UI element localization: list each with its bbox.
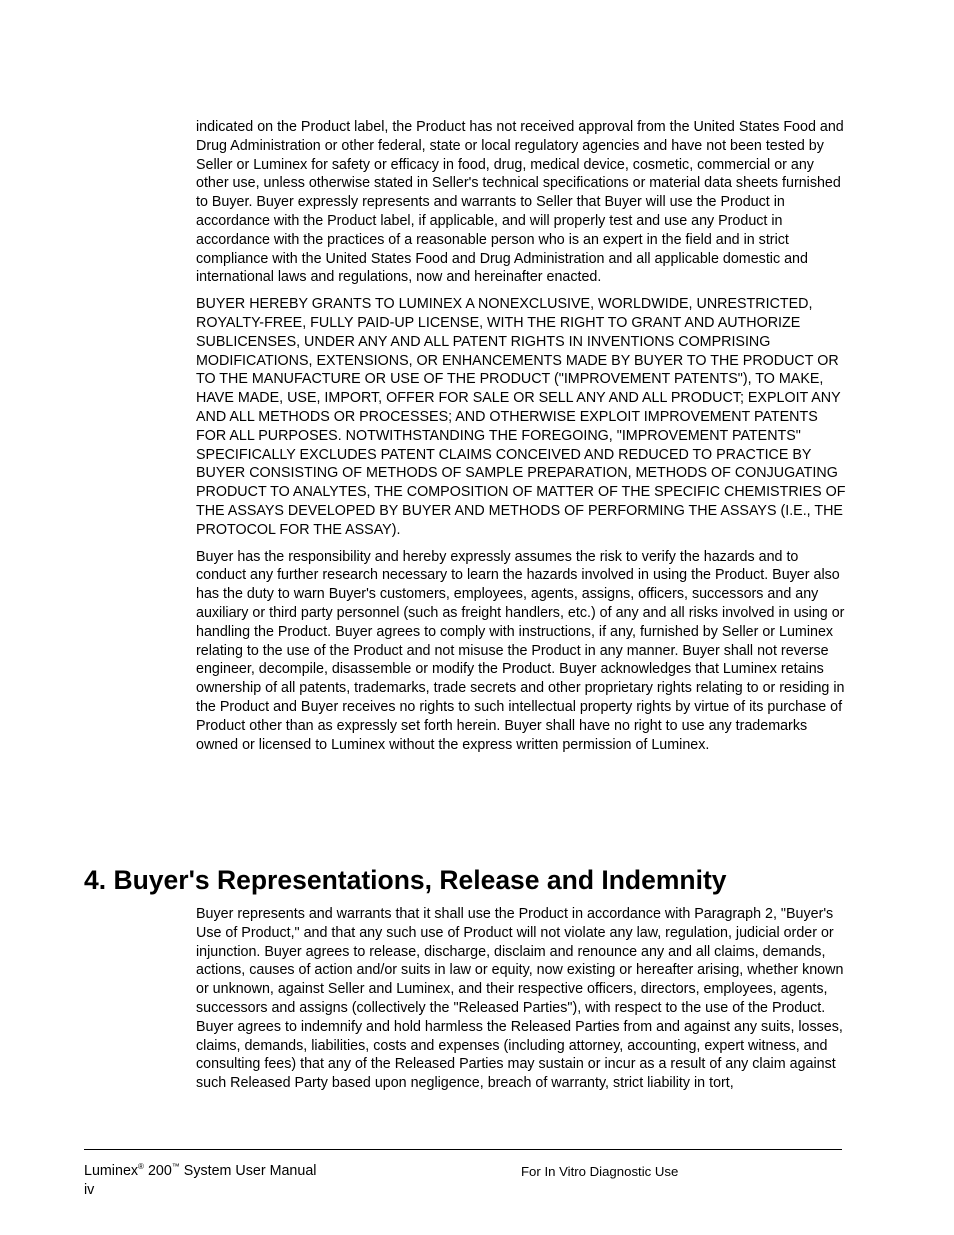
footer-use-note: For In Vitro Diagnostic Use — [521, 1164, 679, 1179]
footer-divider — [84, 1149, 842, 1150]
page-number: iv — [84, 1181, 95, 1198]
section-body — [196, 905, 846, 1093]
footer-brand: Luminex — [84, 1163, 139, 1179]
paragraph-representations: Buyer represents and warrants that it shall use the Product in accordance with Paragraph 2, "Buyer's Use of Product," and that any such use of Product will not violate any law, regulation, judicial order or injunction. Buyer agrees to release, discharge, disclaim and renounce any and all claims, demands, actions, causes of action and/or suits in law or equity, now existing or hereafter arising, whether known or unknown, against Seller and Luminex, and their respective officers, directors, employees, agents, successors and assigns (collectively the "Released Parties"), with respect to the use of the Product. Buyer agrees to indemnify and hold harmless the Released Parties from and against any suits, losses, claims, demands, liabilities, costs and expenses (including attorney, accounting, expert witness, and consulting fees) that any of the Released Parties may sustain or incur as a result of any claim against such Released Party based upon negligence, breach of warranty, strict liability in tort, — [196, 906, 844, 1092]
footer-manual-title — [84, 1162, 316, 1199]
footer-manual-name: System User Manual — [183, 1163, 317, 1179]
footer-model: 200 — [147, 1163, 172, 1179]
trademark-mark: ™ — [171, 1162, 180, 1172]
paragraph-license-grant: BUYER HEREBY GRANTS TO LUMINEX A NONEXCLUSIVE, WORLDWIDE, UNRESTRICTED, ROYALTY-FREE, FULLY PAID-UP LICENSE, WITH THE RIGHT TO GRANT AND AUTHORIZE SUBLICENSES, UNDER ANY AND ALL PATENT RIGHTS IN INVENTIONS COMPRISING MODIFICATIONS, EXTENSIONS, OR ENHANCEMENTS MADE BY BUYER TO THE PRODUCT OR TO THE MANUFACTURE OR USE OF THE PRODUCT ("IMPROVEMENT PATENTS"), TO MAKE, HAVE MADE, USE, IMPORT, OFFER FOR SALE OR SELL ANY AND ALL PRODUCT; EXPLOIT ANY AND ALL METHODS OR PROCESSES; AND OTHERWISE EXPLOIT IMPROVEMENT PATENTS FOR ALL PURPOSES. NOTWITHSTANDING THE FOREGOING, "IMPROVEMENT PATENTS" SPECIFICALLY EXCLUDES PATENT CLAIMS CONCEIVED AND REDUCED TO PRACTICE BY BUYER CONSISTING OF METHODS OF SAMPLE PREPARATION, METHODS OF CONJUGATING PRODUCT TO ANALYTES, THE COMPOSITION OF MATTER OF THE SPECIFIC CHEMISTRIES OF THE ASSAYS DEVELOPED BY BUYER AND METHODS OF PERFORMING THE ASSAYS (I.E., THE PROTOCOL FOR THE ASSAY). — [196, 296, 846, 538]
registered-mark: ® — [138, 1162, 144, 1172]
paragraph-buyer-responsibility: Buyer has the responsibility and hereby expressly assumes the risk to verify the hazards and to conduct any further research necessary to learn the hazards involved in using the Product. Buyer also has the duty to warn Buyer's customers, employees, agents, assigns, officers, successors and any auxiliary or third party personnel (such as freight handlers, etc.) of any and all risks involved in using or handling the Product. Buyer agrees to comply with instructions, if any, furnished by Seller or Luminex relating to the use of the Product and not misuse the Product in any manner. Buyer shall not reverse engineer, decompile, disassemble or modify the Product. Buyer acknowledges that Luminex retains ownership of all patents, trademarks, trade secrets and other proprietary rights relating to or residing in the Product and Buyer receives no rights to such intellectual property rights by virtue of its purchase of Product other than as expressly set forth herein. Buyer shall have no right to use any trademarks owned or licensed to Luminex without the express written permission of Luminex. — [196, 548, 845, 753]
footer-title-line — [84, 1162, 316, 1181]
paragraph-product-label: indicated on the Product label, the Product has not received approval from the United States Food and Drug Administration or other federal, state or local regulatory agencies and have not been tested by Seller or Luminex for safety or efficacy in food, drug, medical device, cosmetic, commercial or any other use, unless otherwise stated in Seller's technical specifications or material data sheets furnished to Buyer. Buyer expressly represents and warrants to Seller that Buyer will use the Product in accordance with the Product label, if applicable, and will properly test and use any Product in accordance with the practices of a reasonable person who is an expert in the field and in strict compliance with the United States Food and Drug Administration and all applicable domestic and international laws and regulations, now and hereinafter enacted. — [196, 119, 844, 286]
section-heading: 4. Buyer's Representations, Release and Indemnity — [84, 865, 727, 895]
body-text-top — [196, 118, 846, 762]
